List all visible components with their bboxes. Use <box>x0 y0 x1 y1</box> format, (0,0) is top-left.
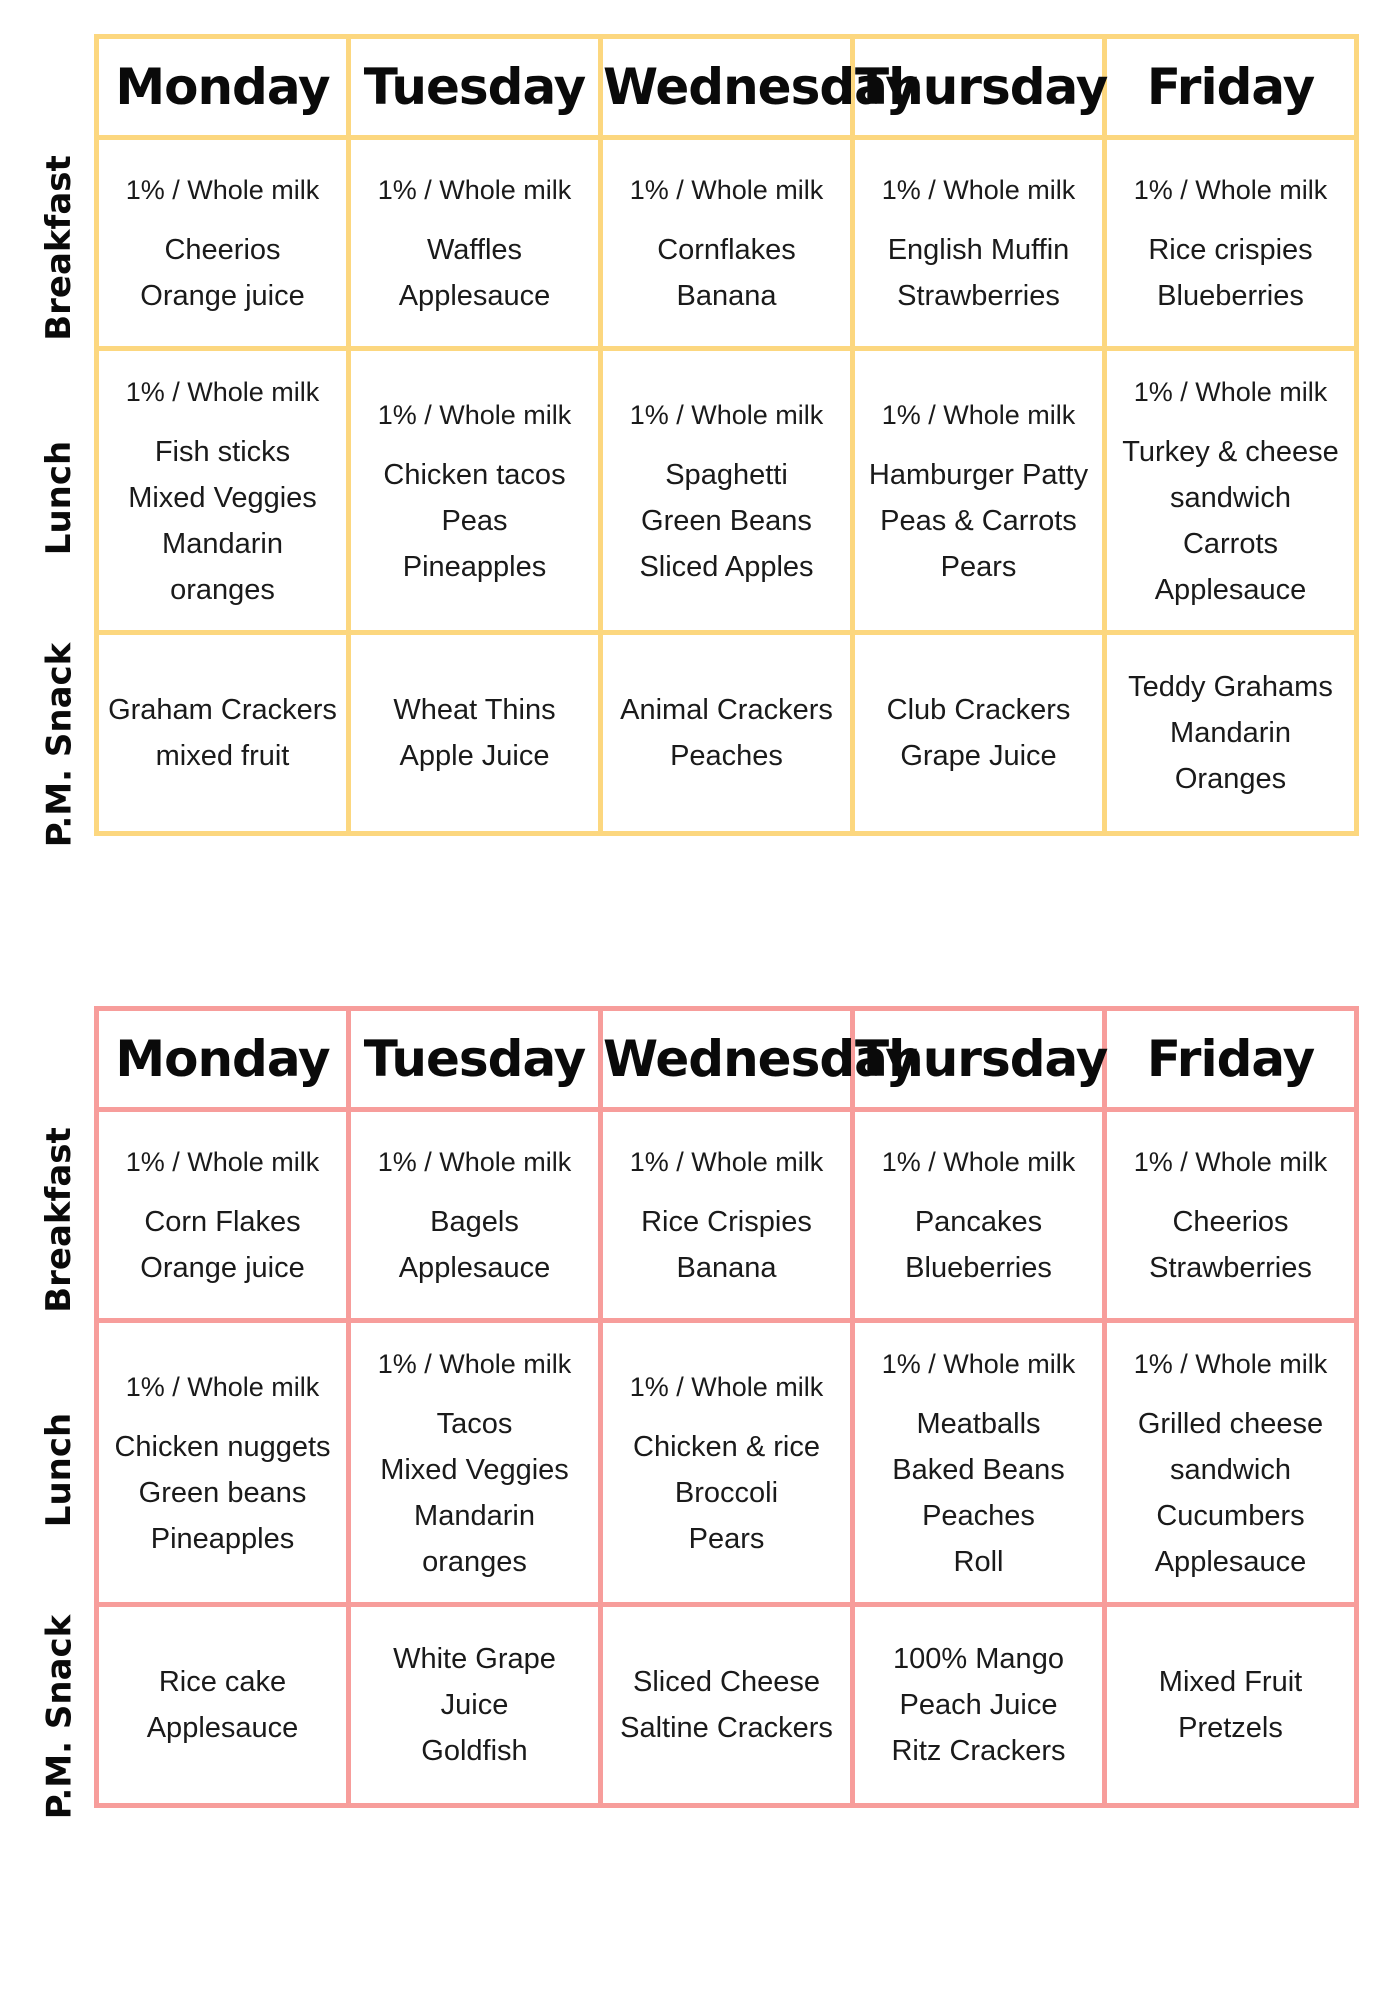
milk-option: 1% / Whole milk <box>1133 1147 1328 1177</box>
milk-option: 1% / Whole milk <box>881 399 1076 430</box>
milk-option: 1% / Whole milk <box>629 399 824 430</box>
menu-item: Peas <box>441 504 508 537</box>
milk-option: 1% / Whole milk <box>881 1147 1076 1177</box>
day-header: Thursday <box>853 1009 1105 1110</box>
menu-item: Grilled cheese <box>1137 1407 1324 1440</box>
day-header: Tuesday <box>349 37 601 138</box>
menu-item: Bagels <box>430 1206 519 1238</box>
menu-item: Graham Crackers <box>108 694 337 726</box>
breakfast-cell <box>853 1110 1105 1321</box>
breakfast-cell <box>349 1110 601 1321</box>
menu-item: Cornflakes <box>657 234 796 266</box>
snack-cell <box>349 1605 601 1806</box>
menu-item: Mixed Veggies <box>380 1453 569 1486</box>
menu-item: mixed fruit <box>155 740 290 772</box>
milk-option: 1% / Whole milk <box>881 1348 1076 1379</box>
menu-item: Saltine Crackers <box>620 1712 833 1744</box>
menu-item: Rice cake <box>158 1666 287 1698</box>
lunch-cell <box>601 349 853 633</box>
breakfast-cell <box>97 1110 349 1321</box>
menu-item: Mandarin <box>1170 717 1291 749</box>
menu-item: Peach Juice <box>899 1689 1058 1721</box>
row-label-text: Lunch <box>39 440 79 556</box>
menu-item: Peaches <box>922 1499 1035 1532</box>
menu-item: Peaches <box>670 740 783 772</box>
row-label-text: Lunch <box>39 1412 79 1528</box>
lunch-cell <box>601 1321 853 1605</box>
menu-item: Cucumbers <box>1156 1499 1305 1532</box>
menu-item: Grape Juice <box>900 740 1057 772</box>
menu-item: Green Beans <box>641 504 812 537</box>
menu-item: Mixed Veggies <box>128 481 317 514</box>
menu-item: Orange juice <box>140 280 305 312</box>
snack-cell <box>601 633 853 834</box>
menu-item: Animal Crackers <box>620 694 833 726</box>
lunch-cell <box>853 1321 1105 1605</box>
row-label-text: P.M. Snack <box>39 642 79 848</box>
menu-item: Spaghetti <box>665 458 788 491</box>
menu-item: Turkey & cheese <box>1122 435 1339 468</box>
menu-item: Meatballs <box>916 1407 1041 1440</box>
menu-item: Pancakes <box>914 1206 1043 1238</box>
breakfast-row <box>97 138 1357 349</box>
day-header: Monday <box>97 37 349 138</box>
menu-table <box>94 1006 1359 1808</box>
menu-item: Carrots <box>1182 527 1279 560</box>
menu-item: Strawberries <box>897 280 1060 312</box>
breakfast-row <box>97 1110 1357 1321</box>
menu-item: Sliced Apples <box>639 550 814 583</box>
menu-item: Waffles <box>426 234 523 266</box>
menu-item: Pineapples <box>150 1522 295 1555</box>
lunch-cell <box>97 349 349 633</box>
menu-item: Applesauce <box>146 1712 299 1744</box>
snack-cell <box>349 633 601 834</box>
snack-cell <box>1105 633 1357 834</box>
day-header-row <box>97 1009 1357 1110</box>
menu-item: Chicken & rice <box>633 1430 820 1463</box>
lunch-cell <box>349 1321 601 1605</box>
milk-option: 1% / Whole milk <box>125 1371 320 1402</box>
menu-item: Mixed Fruit <box>1158 1666 1303 1698</box>
breakfast-cell <box>853 138 1105 349</box>
day-header: Monday <box>97 1009 349 1110</box>
row-label-lunch <box>24 1328 94 1612</box>
menu-item: Cheerios <box>1172 1206 1289 1238</box>
milk-option: 1% / Whole milk <box>377 399 572 430</box>
lunch-cell <box>1105 1321 1357 1605</box>
day-header: Wednesday <box>601 37 853 138</box>
menu-item: Applesauce <box>1154 573 1307 606</box>
milk-option: 1% / Whole milk <box>377 1147 572 1177</box>
breakfast-cell <box>601 1110 853 1321</box>
menu-item: Teddy Grahams <box>1128 671 1333 703</box>
lunch-cell <box>853 349 1105 633</box>
menu-item: Chicken tacos <box>383 458 566 491</box>
menu-item: Applesauce <box>1154 1545 1307 1578</box>
milk-option: 1% / Whole milk <box>1133 376 1328 407</box>
snack-cell <box>97 633 349 834</box>
day-header: Thursday <box>853 37 1105 138</box>
menu-item: Applesauce <box>398 280 551 312</box>
lunch-row <box>97 1321 1357 1605</box>
snack-cell <box>97 1605 349 1806</box>
menu-item: Baked Beans <box>892 1453 1065 1486</box>
snack-cell <box>853 633 1105 834</box>
row-label-text: P.M. Snack <box>39 1614 79 1820</box>
menu-item: Mandarin <box>162 527 283 560</box>
milk-option: 1% / Whole milk <box>881 175 1076 205</box>
milk-option: 1% / Whole milk <box>629 175 824 205</box>
lunch-cell <box>1105 349 1357 633</box>
menu-item: Peas & Carrots <box>880 504 1077 537</box>
lunch-row <box>97 349 1357 633</box>
menu-item: Club Crackers <box>886 694 1071 726</box>
menu-item: Pears <box>688 1522 765 1555</box>
menu-table <box>94 34 1359 836</box>
menu-item: 100% Mango <box>893 1643 1064 1675</box>
menu-item: Tacos <box>436 1407 513 1440</box>
day-header: Friday <box>1105 1009 1357 1110</box>
menu-item: Goldfish <box>421 1735 528 1767</box>
menu-item: Ritz Crackers <box>891 1735 1066 1767</box>
menu-item: Green beans <box>138 1476 307 1509</box>
menu-item: Corn Flakes <box>144 1206 301 1238</box>
menu-item: Strawberries <box>1149 1252 1312 1284</box>
milk-option: 1% / Whole milk <box>629 1147 824 1177</box>
snack-cell <box>601 1605 853 1806</box>
snack-row <box>97 1605 1357 1806</box>
menu-item: Oranges <box>1174 763 1287 795</box>
menu-item: oranges <box>170 573 275 606</box>
day-header: Friday <box>1105 37 1357 138</box>
milk-option: 1% / Whole milk <box>1133 1348 1328 1379</box>
breakfast-cell <box>601 138 853 349</box>
milk-option: 1% / Whole milk <box>377 175 572 205</box>
menu-item: Pears <box>940 550 1017 583</box>
menu-item: Roll <box>953 1545 1004 1578</box>
menu-item: sandwich <box>1170 1453 1291 1486</box>
row-label-text: Breakfast <box>39 1127 79 1313</box>
menu-item: Applesauce <box>398 1252 551 1284</box>
milk-option: 1% / Whole milk <box>377 1348 572 1379</box>
row-label-snack <box>24 1612 94 1822</box>
menu-item: Mandarin <box>414 1499 535 1532</box>
menu-item: Orange juice <box>140 1252 305 1284</box>
breakfast-cell <box>1105 1110 1357 1321</box>
menu-item: sandwich <box>1170 481 1291 514</box>
milk-option: 1% / Whole milk <box>125 175 320 205</box>
lunch-cell <box>97 1321 349 1605</box>
breakfast-cell <box>97 138 349 349</box>
milk-option: 1% / Whole milk <box>1133 175 1328 205</box>
menu-item: Banana <box>676 1252 777 1284</box>
menu-item: Banana <box>676 280 777 312</box>
menu-item: Hamburger Patty <box>868 458 1089 491</box>
row-label-text: Breakfast <box>39 155 79 341</box>
menu-item: Pretzels <box>1178 1712 1283 1744</box>
menu-item: Blueberries <box>1157 280 1304 312</box>
menu-item: Broccoli <box>674 1476 779 1509</box>
menu-item: Cheerios <box>164 234 281 266</box>
menu-item: Rice Crispies <box>641 1206 812 1238</box>
lunch-cell <box>349 349 601 633</box>
menu-item: English Muffin <box>887 234 1070 266</box>
row-label-breakfast <box>24 140 94 356</box>
row-label-snack <box>24 640 94 850</box>
day-header-row <box>97 37 1357 138</box>
menu-item: Wheat Thins <box>393 694 556 726</box>
menu-item: White Grape <box>393 1643 556 1675</box>
menu-item: Rice crispies <box>1148 234 1313 266</box>
milk-option: 1% / Whole milk <box>125 376 320 407</box>
menu-item: Juice <box>440 1689 509 1721</box>
row-label-breakfast <box>24 1112 94 1328</box>
menu-item: Apple Juice <box>399 740 550 772</box>
snack-cell <box>1105 1605 1357 1806</box>
milk-option: 1% / Whole milk <box>629 1371 824 1402</box>
menu-item: oranges <box>422 1545 527 1578</box>
menu-item: Chicken nuggets <box>114 1430 331 1463</box>
menu-item: Sliced Cheese <box>633 1666 820 1698</box>
milk-option: 1% / Whole milk <box>125 1147 320 1177</box>
menu-item: Pineapples <box>402 550 547 583</box>
snack-row <box>97 633 1357 834</box>
menu-item: Blueberries <box>905 1252 1052 1284</box>
breakfast-cell <box>349 138 601 349</box>
menu-item: Fish sticks <box>154 435 291 468</box>
day-header: Wednesday <box>601 1009 853 1110</box>
snack-cell <box>853 1605 1105 1806</box>
breakfast-cell <box>1105 138 1357 349</box>
day-header: Tuesday <box>349 1009 601 1110</box>
row-label-lunch <box>24 356 94 640</box>
